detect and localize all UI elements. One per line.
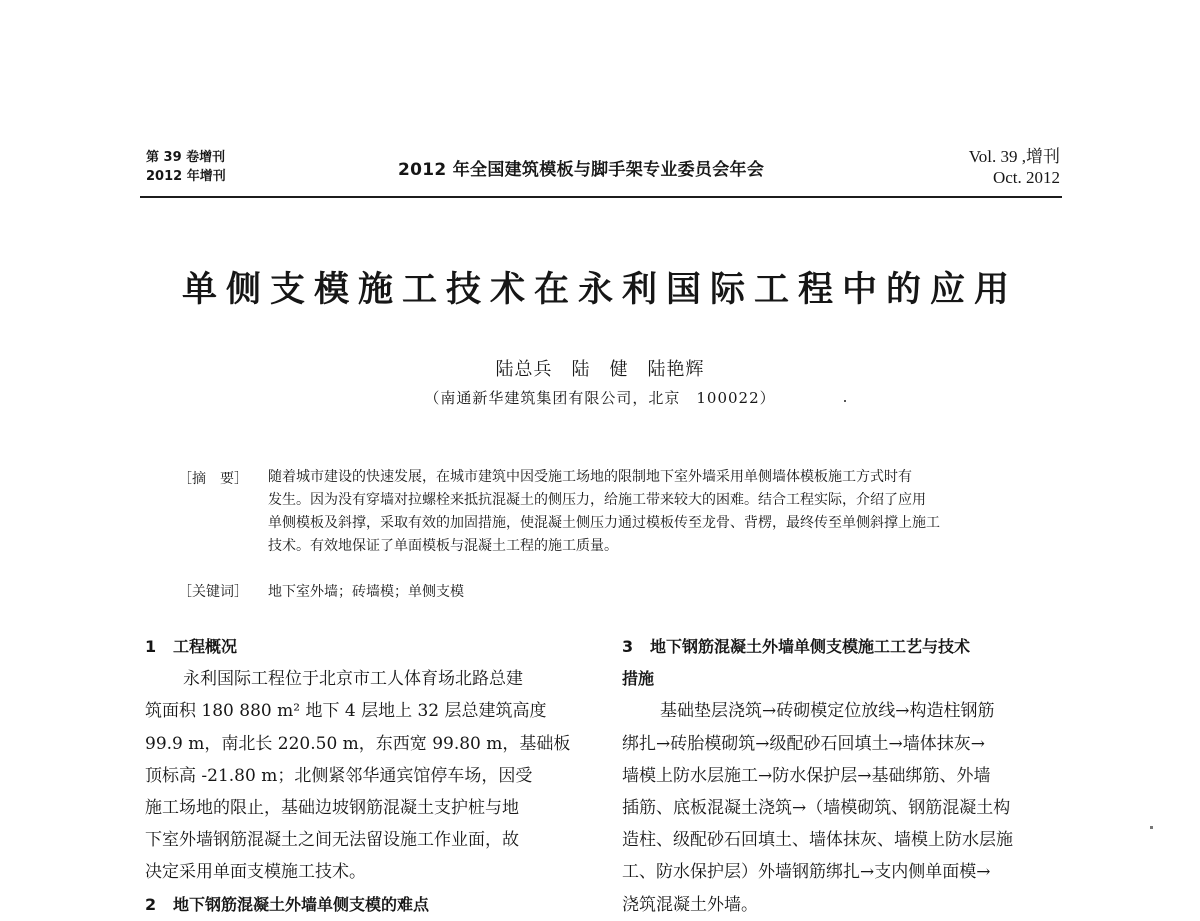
paragraph-line: 顶标高 -21.80 m；北侧紧邻华通宾馆停车场，因受 [145, 765, 533, 786]
paragraph-line: 永利国际工程位于北京市工人体育场北路总建 [183, 669, 523, 690]
journal-volume-block [146, 148, 226, 186]
section-title: 地下钢筋混凝土外墙单侧支模的难点 [173, 894, 430, 914]
paragraph-line: 墙模上防水层施工→防水保护层→基础绑筋、外墙 [622, 765, 991, 786]
paragraph-line: 工、防水保护层）外墙钢筋绑扎→支内侧单面模→ [622, 862, 991, 883]
paragraph-line: 插筋、底板混凝土浇筑→（墙模砌筑、钢筋混凝土构 [622, 798, 1011, 819]
volume-en: Vol. 39 ,增刊 [968, 147, 1060, 166]
section-title: 工程概况 [173, 637, 238, 656]
article-title: 单侧支模施工技术在永利国际工程中的应用 [181, 270, 1018, 310]
date-en: Oct. 2012 [992, 168, 1060, 187]
article-affiliation: （南通新华建筑集团有限公司，北京 100022） [424, 389, 776, 407]
paragraph-line: 绑扎→砖胎模砌筑→级配砂石回填土→墙体抹灰→ [622, 733, 985, 754]
section-2-heading [145, 889, 585, 921]
abstract-line: 单侧模板及斜撑，采取有效的加固措施，使混凝土侧压力通过模板传至龙骨、背楞，最终传至单侧斜撑上施工 [268, 515, 940, 531]
paragraph-line: 决定采用单面支模施工技术。 [145, 862, 366, 883]
volume-cn: 第 39 卷增刊 [146, 150, 226, 165]
section-1-heading [145, 631, 585, 663]
abstract-text [268, 466, 1063, 558]
journal-volume-en-block [969, 146, 1060, 188]
scan-speck [1150, 826, 1153, 829]
year-cn: 2012 年增刊 [146, 169, 226, 184]
abstract-label: ［摘 要］ [178, 471, 248, 487]
section-title: 地下钢筋混凝土外墙单侧支模施工工艺与技术 [650, 637, 971, 656]
scan-speck [844, 400, 846, 402]
conference-name: 2012 年全国建筑模板与脚手架专业委员会年会 [398, 160, 765, 180]
left-column [145, 631, 585, 921]
abstract-line: 随着城市建设的快速发展，在城市建筑中因受施工场地的限制地下室外墙采用单侧墙体模板施工方式时有 [268, 469, 912, 485]
abstract-line: 技术。有效地保证了单面模板与混凝土工程的施工质量。 [268, 538, 618, 554]
section-number: 3 [622, 637, 634, 656]
paragraph-line: 筑面积 180 880 m² 地下 4 层地上 32 层总建筑高度 [145, 701, 547, 722]
header-rule [140, 196, 1062, 198]
article-authors: 陆总兵 陆 健 陆艳辉 [495, 359, 705, 380]
right-column [622, 631, 1062, 921]
paragraph-line: 基础垫层浇筑→砖砌模定位放线→构造柱钢筋 [660, 701, 995, 722]
paragraph-line: 浇筑混凝土外墙。 [622, 894, 758, 915]
paragraph-line: 造柱、级配砂石回填土、墙体抹灰、墙模上防水层施 [622, 830, 1013, 851]
keywords-label: ［关键词］ [178, 584, 248, 600]
abstract-line: 发生。因为没有穿墙对拉螺栓来抵抗混凝土的侧压力，给施工带来较大的困难。结合工程实际，介绍了应用 [268, 492, 926, 508]
keywords-text: 地下室外墙；砖墙模；单侧支模 [268, 584, 464, 600]
section-3-heading [622, 631, 1062, 663]
paragraph-line: 施工场地的限止，基础边坡钢筋混凝土支护桩与地 [145, 798, 519, 819]
paragraph-line: 99.9 m，南北长 220.50 m，东西宽 99.80 m，基础板 [145, 733, 571, 754]
section-number: 1 [145, 637, 157, 656]
section-number: 2 [145, 894, 157, 914]
section-3-heading-continued: 措施 [622, 669, 655, 689]
paragraph-line: 下室外墙钢筋混凝土之间无法留设施工作业面，故 [145, 830, 519, 851]
